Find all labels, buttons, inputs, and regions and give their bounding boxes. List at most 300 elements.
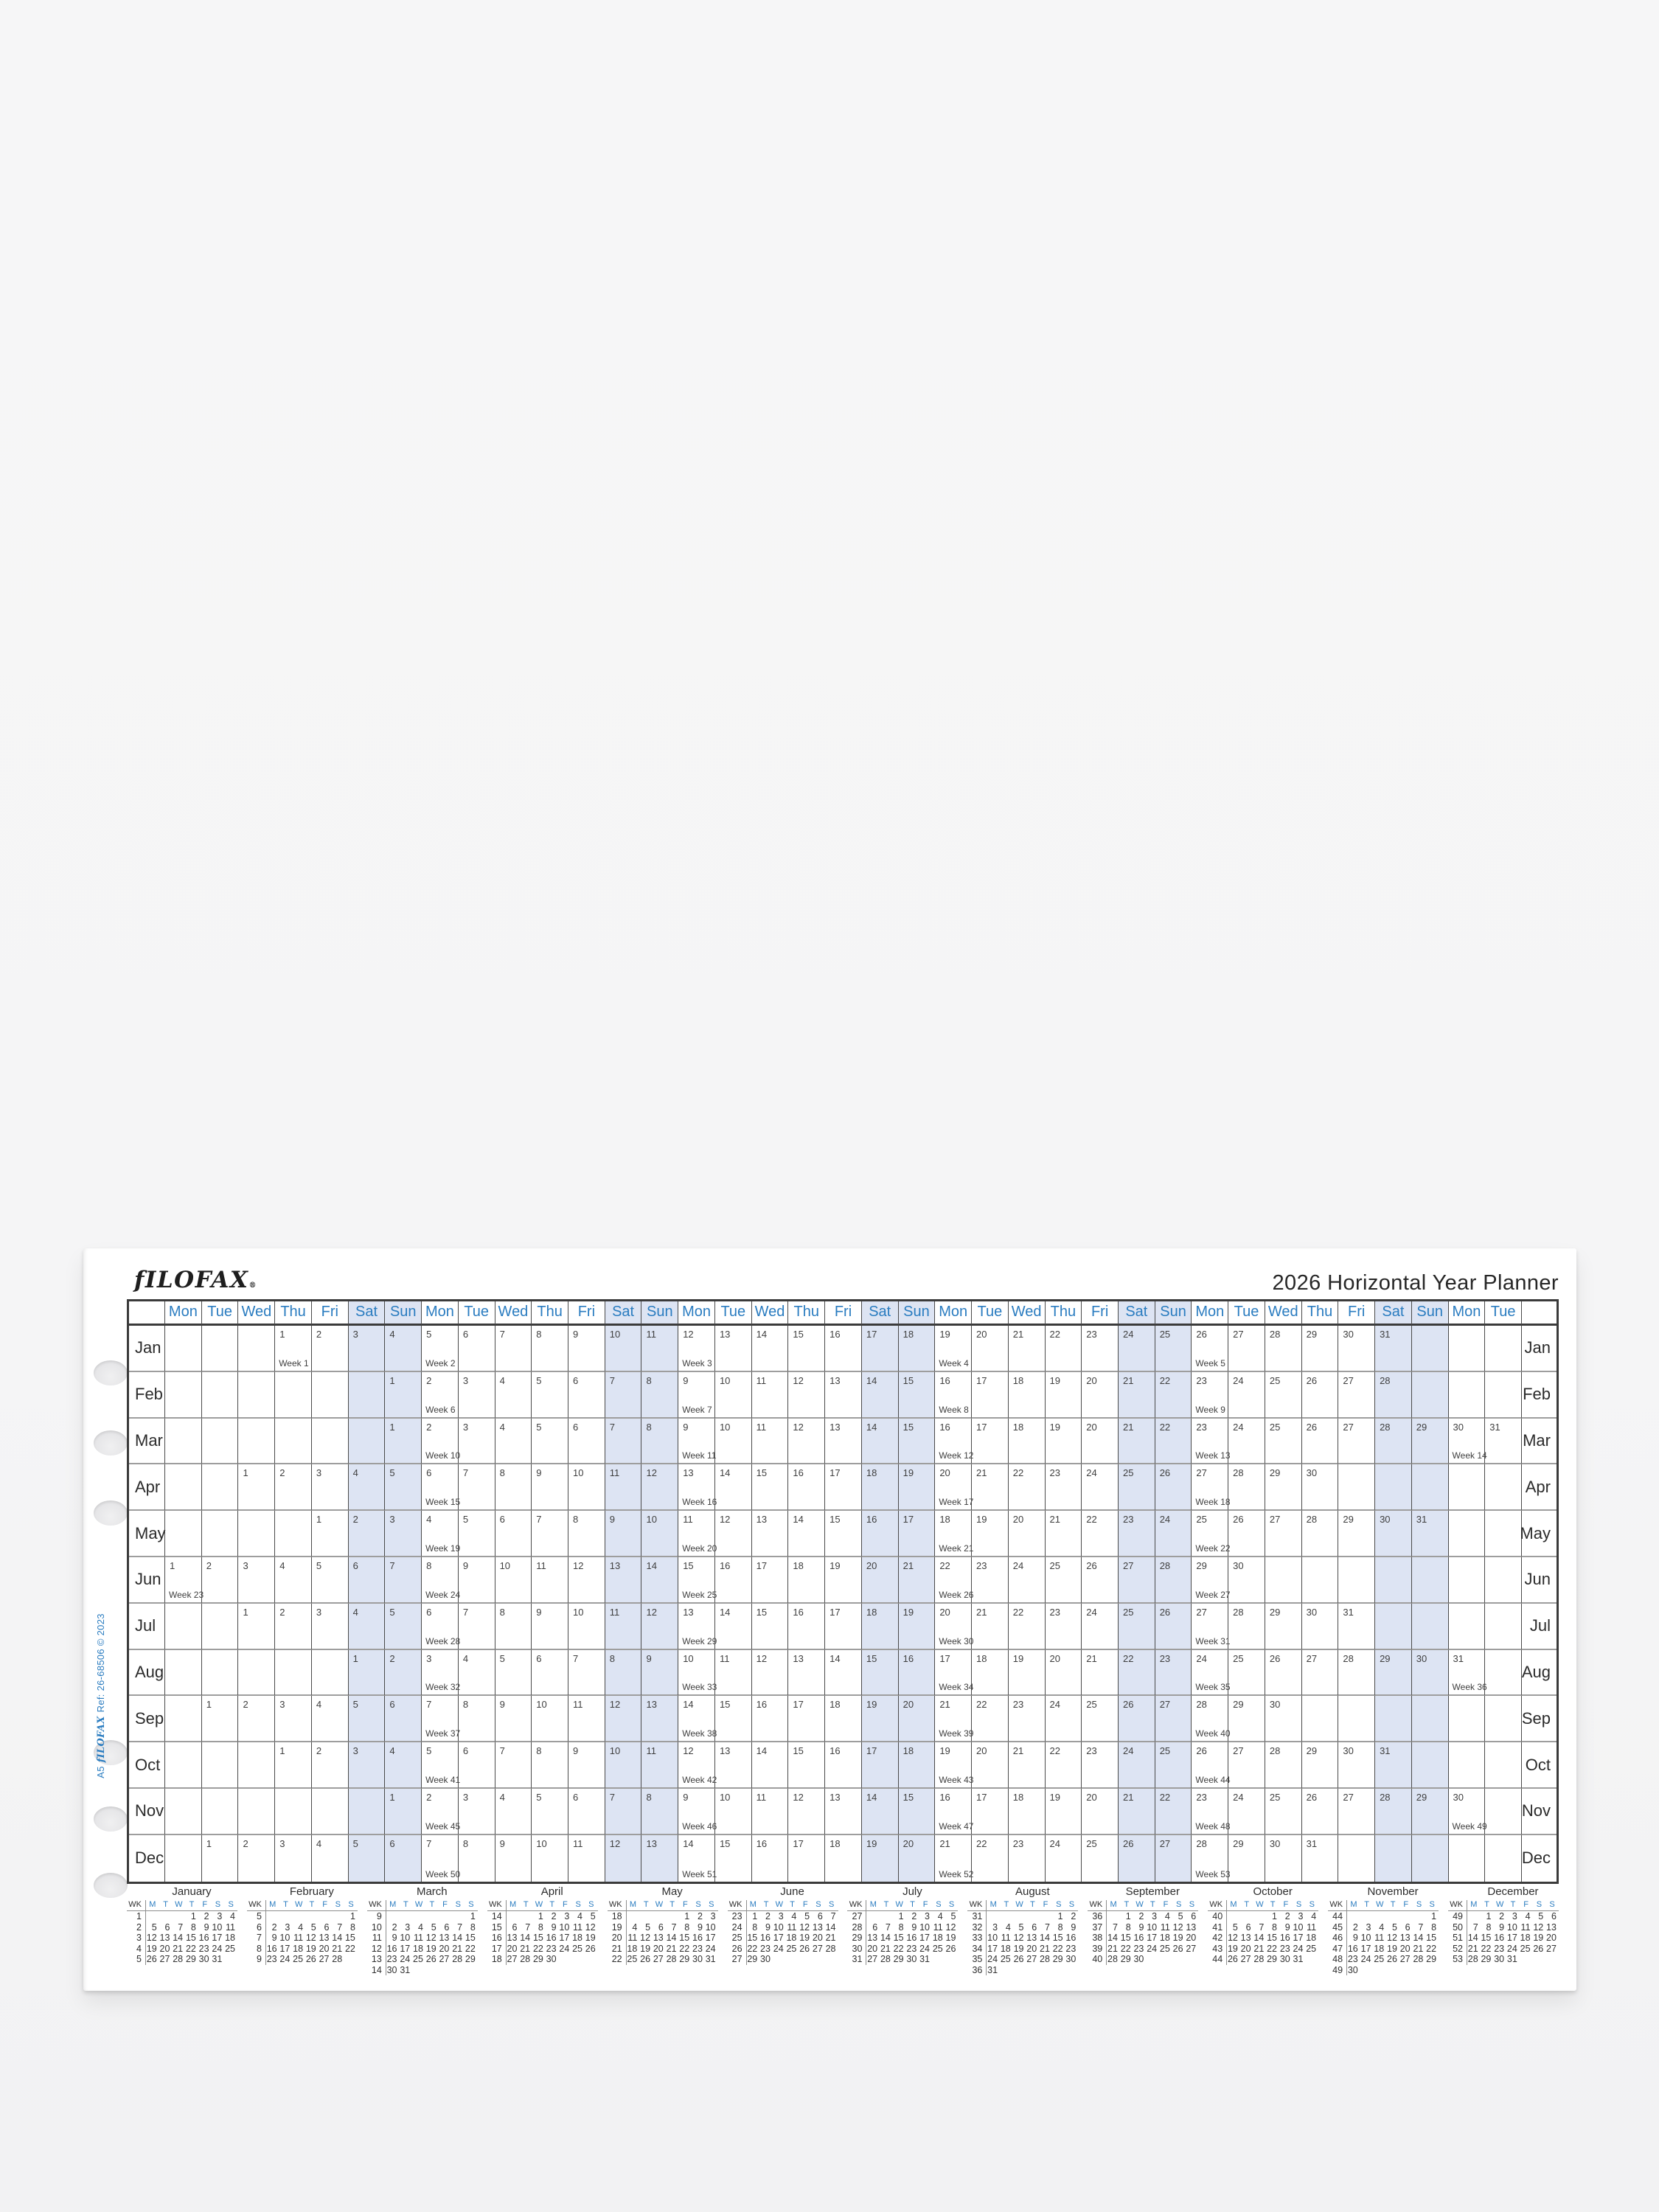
- date-cell: [311, 1326, 348, 1372]
- year-grid: [127, 1299, 1559, 1884]
- mini-date-cell: [451, 1911, 465, 1922]
- week-label: Week 2: [425, 1357, 456, 1368]
- mini-date-cell: 9: [551, 1921, 557, 1933]
- date-number: 4: [499, 1421, 505, 1433]
- date-number: 19: [1049, 1791, 1060, 1803]
- mini-date-cell: 5: [1538, 1911, 1544, 1921]
- mini-day-letter: W: [1253, 1900, 1267, 1911]
- date-number: 23: [1012, 1837, 1024, 1849]
- date-cell: [1081, 1789, 1118, 1835]
- mini-date-cell: 29: [1481, 1954, 1492, 1964]
- date-cell: [641, 1372, 678, 1419]
- mini-date-cell: 21: [1107, 1943, 1118, 1954]
- mini-week-number: 21: [608, 1944, 627, 1955]
- week-label: Week 6: [425, 1404, 456, 1415]
- mini-date-cell: 16: [386, 1943, 397, 1954]
- date-cell: [1081, 1835, 1118, 1882]
- hole-punch: [94, 1500, 128, 1526]
- date-cell: [311, 1557, 348, 1604]
- date-cell: [1191, 1650, 1231, 1697]
- mini-date-cell: [1107, 1911, 1120, 1922]
- date-cell: [678, 1789, 717, 1835]
- date-cell: [1265, 1742, 1301, 1789]
- mini-date-cell: 14: [1467, 1933, 1478, 1943]
- date-cell: [237, 1696, 274, 1742]
- mini-calendar-month-name: February: [289, 1885, 334, 1898]
- mini-date-cell: 20: [439, 1943, 450, 1954]
- date-number: 26: [1159, 1467, 1171, 1479]
- date-number: 12: [646, 1606, 657, 1618]
- date-cell: [1374, 1696, 1411, 1742]
- mini-date-cell: 28: [332, 1954, 343, 1964]
- date-cell: [311, 1419, 348, 1465]
- date-cell: [1265, 1789, 1301, 1835]
- mini-date-cell: 9: [1138, 1921, 1144, 1933]
- mini-date-cell: [1186, 1954, 1199, 1965]
- week-label: Week 21: [939, 1543, 974, 1554]
- mini-week-number: 34: [967, 1944, 987, 1955]
- month-row-label: Jan: [129, 1326, 164, 1372]
- mini-date-cell: 6: [164, 1921, 170, 1933]
- mini-calendar-grid: [847, 1900, 958, 1965]
- date-number: 17: [866, 1745, 877, 1757]
- date-number: 21: [902, 1559, 914, 1571]
- date-cell: [898, 1419, 935, 1465]
- mini-date-cell: 20: [159, 1943, 170, 1954]
- mini-date-cell: 24: [773, 1943, 784, 1954]
- mini-week-number: 14: [487, 1911, 507, 1922]
- date-number: 20: [976, 1329, 987, 1340]
- date-cell: [934, 1511, 974, 1557]
- mini-date-cell: 11: [573, 1921, 582, 1933]
- mini-date-cell: 1: [470, 1911, 476, 1921]
- date-number: 6: [573, 1421, 579, 1433]
- date-number: 29: [1416, 1421, 1427, 1433]
- mini-date-cell: 18: [225, 1933, 235, 1943]
- mini-date-cell: 23: [386, 1954, 397, 1964]
- mini-wk-header: WK: [967, 1900, 987, 1911]
- date-cell: [1045, 1789, 1082, 1835]
- mini-date-cell: [1000, 1911, 1013, 1922]
- date-cell: [1228, 1696, 1265, 1742]
- mini-date-cell: [224, 1954, 237, 1965]
- mini-week-number: 37: [1088, 1922, 1107, 1933]
- date-number: 2: [426, 1791, 432, 1803]
- date-number: 27: [1159, 1699, 1171, 1711]
- date-number: 2: [243, 1699, 248, 1711]
- date-number: 3: [462, 1421, 469, 1433]
- date-cell: [1374, 1835, 1411, 1882]
- date-number: 7: [609, 1791, 615, 1803]
- date-cell: [861, 1372, 898, 1419]
- date-number: 27: [1233, 1745, 1244, 1757]
- date-number: 8: [609, 1652, 615, 1664]
- date-cell: [934, 1372, 971, 1419]
- date-number: 18: [902, 1329, 914, 1340]
- mini-date-cell: 20: [653, 1943, 664, 1954]
- date-number: 30: [1380, 1514, 1391, 1526]
- date-cell: [787, 1696, 824, 1742]
- mini-day-letter: W: [1373, 1900, 1386, 1911]
- date-number: 20: [976, 1745, 987, 1757]
- date-cell: [274, 1742, 311, 1789]
- mini-date-cell: 29: [1052, 1954, 1063, 1964]
- month-row-label: Aug: [1521, 1650, 1557, 1697]
- date-number: 16: [866, 1514, 877, 1526]
- date-cell: [934, 1650, 974, 1697]
- date-number: 1: [389, 1791, 395, 1803]
- date-number: 24: [1122, 1329, 1134, 1340]
- date-number: 23: [1049, 1467, 1060, 1479]
- mini-date-cell: 22: [1481, 1943, 1492, 1954]
- date-cell: [641, 1326, 678, 1372]
- date-number: 7: [462, 1467, 469, 1479]
- week-label: Week 23: [169, 1589, 204, 1600]
- mini-date-cell: 13: [319, 1933, 330, 1943]
- day-header-cell: Thu: [1045, 1301, 1082, 1326]
- date-cell: [898, 1789, 935, 1835]
- date-number: 27: [1306, 1652, 1318, 1664]
- date-cell: [678, 1557, 717, 1604]
- mini-date-cell: [559, 1954, 572, 1965]
- date-cell: [1045, 1835, 1082, 1882]
- mini-week-number: 49: [1328, 1965, 1347, 1976]
- mini-date-cell: 4: [298, 1921, 304, 1933]
- mini-day-letter: S: [224, 1900, 237, 1911]
- mini-date-cell: 18: [786, 1933, 797, 1943]
- date-cell: [861, 1326, 898, 1372]
- mini-date-cell: [425, 1965, 439, 1976]
- date-cell: [1301, 1742, 1338, 1789]
- mini-date-cell: [1520, 1954, 1533, 1965]
- month-row-label: May: [129, 1511, 164, 1557]
- mini-date-cell: 27: [1026, 1954, 1037, 1964]
- mini-week-number: 14: [367, 1965, 386, 1976]
- date-number: 11: [609, 1467, 620, 1479]
- mini-calendar: [847, 1885, 958, 1975]
- date-cell: [1118, 1835, 1155, 1882]
- mini-date-cell: 19: [585, 1933, 596, 1943]
- mini-date-cell: 22: [893, 1943, 904, 1954]
- date-cell: [1484, 1742, 1521, 1789]
- mini-date-cell: 21: [825, 1933, 836, 1943]
- mini-date-cell: 5: [1232, 1921, 1238, 1933]
- date-cell: [274, 1835, 311, 1882]
- mini-date-cell: 6: [324, 1921, 330, 1933]
- mini-date-cell: 7: [1044, 1921, 1050, 1933]
- mini-day-letter: F: [559, 1900, 572, 1911]
- date-cell: [1228, 1742, 1265, 1789]
- mini-date-cell: 11: [226, 1921, 235, 1933]
- date-cell: [495, 1742, 532, 1789]
- date-cell: [898, 1835, 935, 1882]
- date-cell: [824, 1789, 861, 1835]
- date-cell: [678, 1835, 717, 1882]
- date-number: 20: [902, 1699, 914, 1711]
- date-number: 15: [830, 1514, 841, 1526]
- date-number: 14: [646, 1559, 657, 1571]
- date-number: 18: [830, 1837, 841, 1849]
- filofax-logo: [134, 1267, 256, 1293]
- date-number: 17: [976, 1421, 987, 1433]
- date-cell: [458, 1464, 495, 1511]
- mini-date-cell: 6: [1191, 1911, 1197, 1921]
- date-number: 21: [1122, 1791, 1134, 1803]
- date-number: 16: [830, 1329, 841, 1340]
- mini-date-cell: 17: [773, 1933, 784, 1943]
- mini-date-cell: 19: [1013, 1943, 1024, 1954]
- mini-date-cell: 7: [1472, 1921, 1478, 1933]
- mini-date-cell: 25: [932, 1943, 943, 1954]
- date-cell: [1484, 1372, 1521, 1419]
- day-header-cell: Mon: [1448, 1301, 1485, 1326]
- date-cell: [714, 1372, 751, 1419]
- mini-week-number: 1: [127, 1911, 146, 1922]
- date-number: 14: [756, 1329, 768, 1340]
- date-cell: [568, 1835, 605, 1882]
- date-number: 6: [573, 1374, 579, 1386]
- mini-day-letter: F: [1159, 1900, 1172, 1911]
- date-cell: [787, 1742, 824, 1789]
- mini-week-number: 36: [967, 1965, 987, 1976]
- date-cell: [1228, 1372, 1265, 1419]
- date-number: 8: [426, 1559, 432, 1571]
- mini-date-cell: 29: [185, 1954, 196, 1964]
- mini-date-cell: 24: [279, 1954, 291, 1964]
- date-cell: [605, 1372, 641, 1419]
- date-number: 24: [1086, 1467, 1097, 1479]
- mini-week-number: 50: [1448, 1922, 1467, 1933]
- mini-date-cell: 2: [204, 1911, 209, 1921]
- mini-date-cell: 10: [705, 1921, 716, 1933]
- mini-day-letter: S: [1052, 1900, 1065, 1911]
- date-cell: [678, 1511, 717, 1557]
- date-number: 7: [609, 1421, 615, 1433]
- mini-date-cell: 26: [146, 1954, 157, 1964]
- mini-date-cell: 24: [919, 1943, 930, 1954]
- date-cell: [824, 1835, 861, 1882]
- month-row-label: Jul: [129, 1604, 164, 1650]
- date-cell: [1301, 1419, 1338, 1465]
- mini-date-cell: 17: [212, 1933, 223, 1943]
- mini-date-cell: [331, 1911, 344, 1922]
- mini-date-cell: 19: [425, 1943, 437, 1954]
- date-number: 19: [976, 1514, 987, 1526]
- mini-calendar: [367, 1885, 478, 1975]
- date-cell: [458, 1650, 495, 1697]
- day-header-cell: Fri: [311, 1301, 348, 1326]
- date-cell: [1118, 1696, 1155, 1742]
- date-number: 21: [976, 1467, 987, 1479]
- date-number: 19: [866, 1837, 877, 1849]
- date-number: 7: [389, 1559, 395, 1571]
- mini-date-cell: 8: [684, 1921, 690, 1933]
- mini-calendar-month-name: August: [1015, 1885, 1050, 1898]
- date-number: 4: [352, 1606, 358, 1618]
- mini-date-cell: 26: [585, 1943, 596, 1954]
- date-cell: [311, 1372, 348, 1419]
- week-label: Week 40: [1195, 1728, 1231, 1739]
- mini-date-cell: [305, 1911, 319, 1922]
- week-label: Week 29: [682, 1635, 717, 1646]
- mini-wk-header: WK: [127, 1900, 146, 1911]
- date-cell: [1411, 1650, 1448, 1697]
- mini-date-cell: 24: [1506, 1943, 1517, 1954]
- month-row-label: Mar: [1521, 1419, 1557, 1465]
- date-cell: [714, 1835, 751, 1882]
- mini-date-cell: 20: [867, 1943, 878, 1954]
- mini-calendar-grid: [1088, 1900, 1198, 1965]
- date-number: 11: [646, 1745, 656, 1757]
- date-cell: [824, 1696, 861, 1742]
- date-number: 9: [536, 1467, 542, 1479]
- mini-date-cell: 17: [987, 1943, 998, 1954]
- mini-date-cell: 24: [212, 1943, 223, 1954]
- day-header-cell: Wed: [751, 1301, 788, 1326]
- date-cell: [605, 1557, 641, 1604]
- date-number: 10: [573, 1467, 584, 1479]
- mini-date-cell: 16: [198, 1933, 209, 1943]
- date-cell: [1301, 1557, 1338, 1604]
- date-cell: [678, 1742, 717, 1789]
- date-number: 21: [1012, 1329, 1024, 1340]
- date-number: 17: [976, 1791, 987, 1803]
- date-number: 20: [866, 1559, 877, 1571]
- date-number: 25: [1086, 1699, 1097, 1711]
- mini-date-cell: 26: [1533, 1943, 1544, 1954]
- mini-day-letter: T: [1240, 1900, 1253, 1911]
- date-number: 11: [573, 1699, 583, 1711]
- mini-date-cell: [386, 1911, 400, 1922]
- mini-date-cell: 29: [1267, 1954, 1277, 1964]
- date-cell: [1228, 1419, 1265, 1465]
- mini-week-number: 45: [1328, 1922, 1347, 1933]
- date-number: 9: [462, 1559, 469, 1571]
- mini-day-letter: T: [1146, 1900, 1159, 1911]
- date-cell: [1265, 1696, 1301, 1742]
- mini-calendar-month-name: October: [1253, 1885, 1293, 1898]
- date-number: 26: [1269, 1652, 1281, 1664]
- date-number: 2: [426, 1374, 432, 1386]
- date-cell: [568, 1511, 605, 1557]
- date-cell: [1448, 1604, 1485, 1650]
- mini-day-letter: S: [465, 1900, 478, 1911]
- mini-date-cell: [1386, 1911, 1399, 1922]
- date-cell: [1374, 1557, 1411, 1604]
- mini-date-cell: 19: [1533, 1933, 1544, 1943]
- mini-day-letter: M: [1227, 1900, 1240, 1911]
- date-number: 28: [1233, 1606, 1244, 1618]
- date-number: 19: [1049, 1421, 1060, 1433]
- mini-day-letter: S: [705, 1900, 718, 1911]
- mini-date-cell: 25: [1000, 1954, 1011, 1964]
- date-cell: [311, 1604, 348, 1650]
- mini-date-cell: 21: [332, 1943, 343, 1954]
- date-cell: [1338, 1696, 1374, 1742]
- date-cell: [568, 1604, 605, 1650]
- date-cell: [1448, 1511, 1485, 1557]
- week-label: Week 7: [682, 1404, 712, 1415]
- mini-date-cell: 23: [692, 1943, 703, 1954]
- mini-date-cell: 26: [1172, 1943, 1183, 1954]
- mini-wk-header: WK: [1208, 1900, 1227, 1911]
- date-number: 17: [830, 1467, 841, 1479]
- mini-date-cell: 1: [349, 1911, 355, 1921]
- week-label: Week 49: [1452, 1820, 1487, 1832]
- date-number: 23: [1086, 1329, 1097, 1340]
- mini-date-cell: 23: [760, 1943, 771, 1954]
- date-cell: [1411, 1742, 1448, 1789]
- mini-date-cell: [1360, 1965, 1374, 1976]
- mini-date-cell: 15: [185, 1933, 196, 1943]
- mini-date-cell: 19: [1387, 1943, 1397, 1954]
- date-cell: [714, 1789, 751, 1835]
- mini-week-number: 43: [1208, 1944, 1227, 1955]
- mini-date-cell: 17: [1293, 1933, 1304, 1943]
- mini-week-number: 5: [247, 1911, 266, 1922]
- date-number: 28: [1380, 1421, 1391, 1433]
- mini-date-cell: 10: [773, 1921, 784, 1933]
- mini-date-cell: 15: [1120, 1933, 1131, 1943]
- mini-date-cell: 21: [1413, 1943, 1424, 1954]
- date-number: 26: [1306, 1791, 1318, 1803]
- date-cell: [531, 1789, 568, 1835]
- date-number: 17: [793, 1699, 804, 1711]
- mini-date-cell: [279, 1911, 293, 1922]
- date-cell: [1045, 1511, 1082, 1557]
- date-cell: [824, 1604, 861, 1650]
- date-number: 1: [206, 1699, 212, 1711]
- date-number: 7: [536, 1514, 542, 1526]
- date-number: 10: [719, 1791, 731, 1803]
- mini-date-cell: 28: [173, 1954, 184, 1964]
- date-cell: [678, 1326, 714, 1372]
- mini-date-cell: 17: [559, 1933, 570, 1943]
- date-cell: [1484, 1511, 1521, 1557]
- date-number: 30: [1306, 1606, 1318, 1618]
- date-cell: [274, 1789, 311, 1835]
- date-number: 3: [316, 1606, 322, 1618]
- month-row-label: Mar: [129, 1419, 164, 1465]
- date-cell: [421, 1511, 461, 1557]
- mini-date-cell: 7: [885, 1921, 891, 1933]
- week-label: Week 5: [1195, 1357, 1225, 1368]
- date-number: 26: [1122, 1837, 1134, 1849]
- date-number: 29: [1269, 1606, 1281, 1618]
- date-cell: [1155, 1464, 1192, 1511]
- mini-date-cell: [519, 1911, 532, 1922]
- mini-day-letter: W: [1493, 1900, 1506, 1911]
- mini-date-cell: 26: [1227, 1954, 1238, 1964]
- date-cell: [1081, 1557, 1118, 1604]
- date-cell: [714, 1557, 751, 1604]
- date-number: 28: [1233, 1467, 1244, 1479]
- date-number: 26: [1196, 1745, 1207, 1757]
- week-label: Week 3: [682, 1357, 712, 1368]
- mini-date-cell: 13: [1186, 1921, 1197, 1933]
- date-cell: [495, 1419, 532, 1465]
- week-label: Week 41: [425, 1774, 461, 1785]
- mini-date-cell: [439, 1965, 452, 1976]
- mini-date-cell: 9: [271, 1933, 277, 1943]
- mini-week-number: 16: [487, 1933, 507, 1944]
- date-number: 1: [243, 1467, 248, 1479]
- date-cell: [1338, 1835, 1374, 1882]
- date-cell: [1484, 1464, 1521, 1511]
- mini-date-cell: 1: [190, 1911, 196, 1921]
- mini-week-number: 40: [1208, 1911, 1227, 1922]
- mini-week-number: 46: [1328, 1933, 1347, 1944]
